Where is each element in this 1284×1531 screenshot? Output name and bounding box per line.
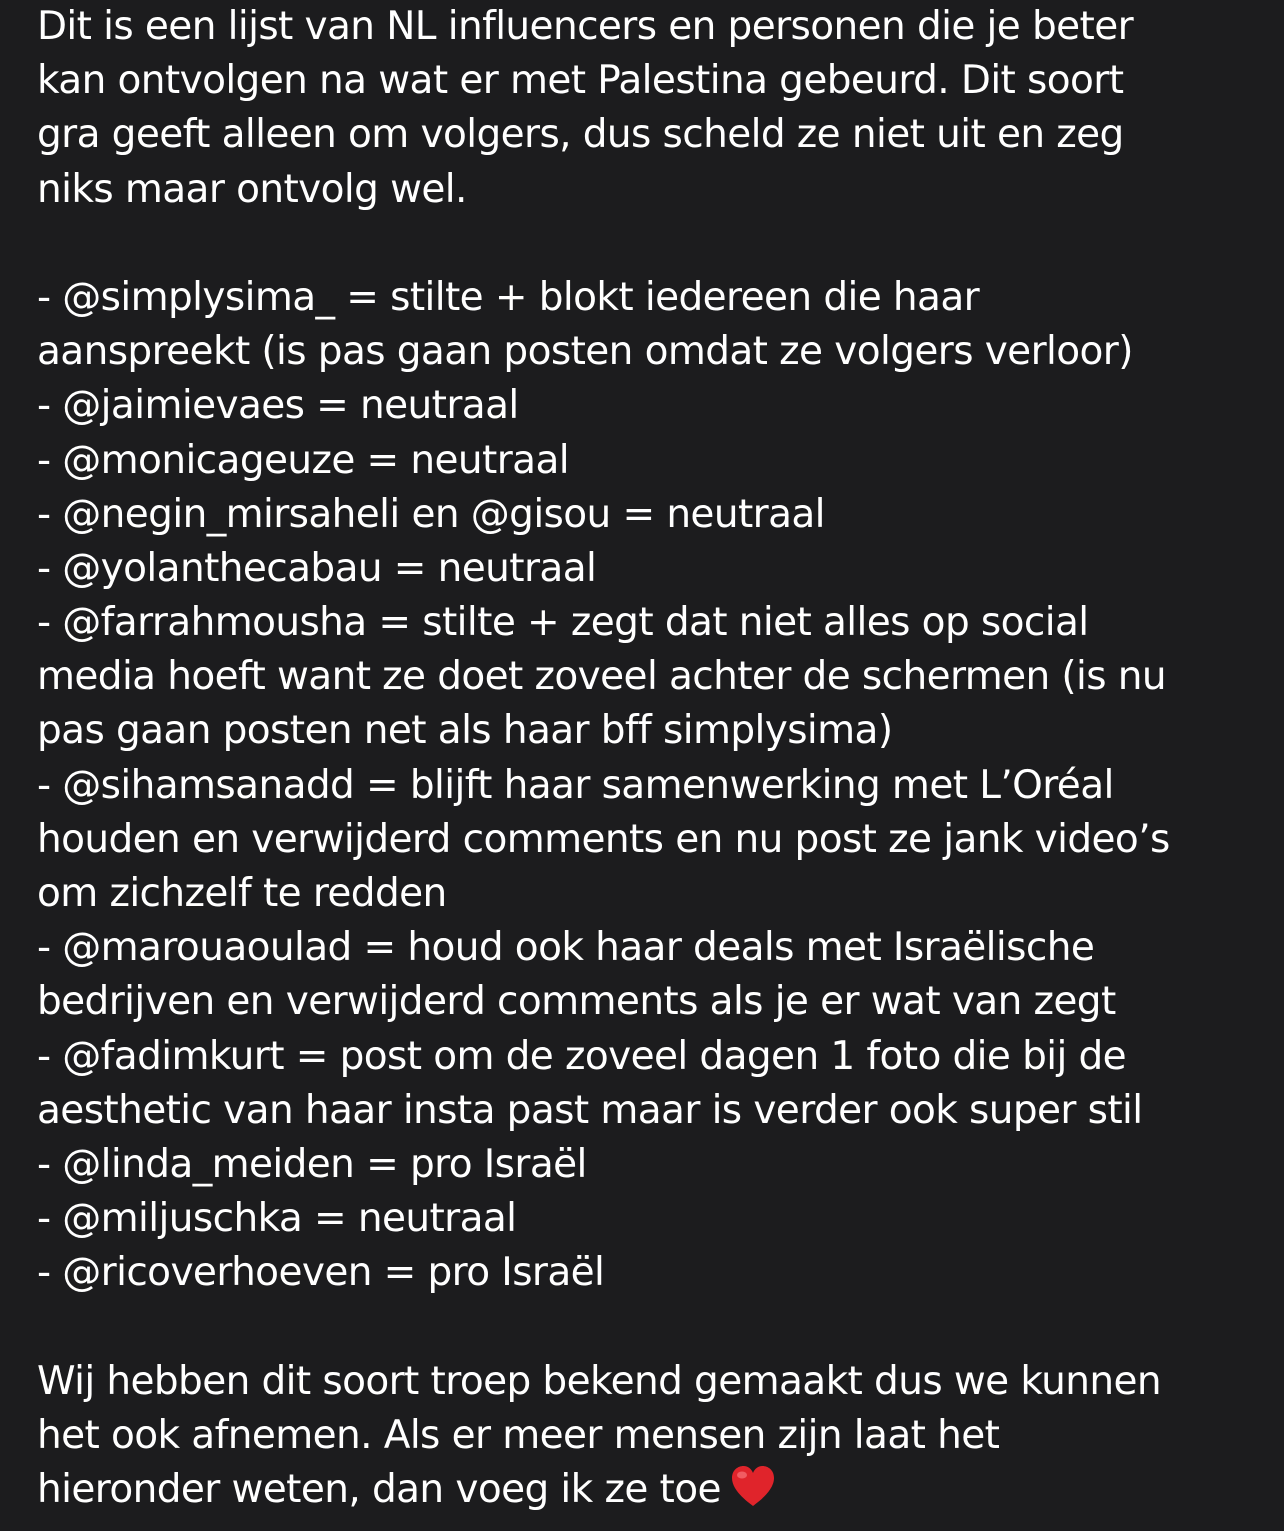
list-line: aanspreekt (is pas gaan posten omdat ze volgers verloor) [37,329,1133,375]
list-line: - @miljuschka = neutraal [37,1196,517,1242]
list-line: - @farrahmousha = stilte + zegt dat niet alles op social [37,600,1089,646]
text-line: gra geeft alleen om volgers, dus scheld ze niet uit en zeg [37,112,1124,158]
list-line: bedrijven en verwijderd comments als je er wat van zegt [37,979,1116,1025]
list-line: media hoeft want ze doet zoveel achter de schermen (is nu [37,654,1167,700]
list-line: om zichzelf te redden [37,871,447,916]
list-line: - @linda_meiden = pro Israël [37,1141,587,1187]
text-line: niks maar ontvolg wel. [37,166,467,212]
text-line: Dit is een lijst van NL influencers en personen die je beter [37,4,1134,49]
note-text [37,0,1277,1517]
list-line: - @marouaoulad = houd ook haar deals met Israëlische [37,925,1095,971]
text-line: het ook afnemen. Als er meer mensen zijn laat het [37,1412,1000,1458]
influencer-list [37,271,1277,1301]
list-line: - @fadimkurt = post om de zoveel dagen 1 foto die bij de [37,1033,1127,1079]
list-line: - @negin_mirsaheli en @gisou = neutraal [37,491,825,537]
list-line: pas gaan posten net als haar bff simplysima) [37,708,893,754]
blank-line [37,217,1277,271]
text-line [37,1463,1277,1517]
list-line: - @sihamsanadd = blijft haar samenwerking met L’Oréal [37,762,1114,808]
blank-line [37,1301,1277,1355]
list-line: houden en verwijderd comments en nu post ze jank video’s [37,816,1170,862]
list-line: - @yolanthecabau = neutraal [37,545,597,591]
list-line: - @jaimievaes = neutraal [37,383,519,429]
red-heart-icon [729,1464,777,1523]
list-line: - @monicageuze = neutraal [37,437,570,483]
text-line: Wij hebben dit soort troep bekend gemaakt dus we kunnen [37,1358,1161,1404]
intro-paragraph [37,0,1277,217]
text-line: kan ontvolgen na wat er met Palestina gebeurd. Dit soort [37,58,1124,104]
outro-paragraph [37,1355,1277,1518]
list-line: aesthetic van haar insta past maar is verder ook super stil [37,1087,1143,1133]
closing-text: hieronder weten, dan voeg ik ze toe [37,1467,721,1513]
list-line: - @simplysima_ = stilte + blokt iedereen die haar [37,274,980,320]
list-line: - @ricoverhoeven = pro Israël [37,1250,605,1296]
